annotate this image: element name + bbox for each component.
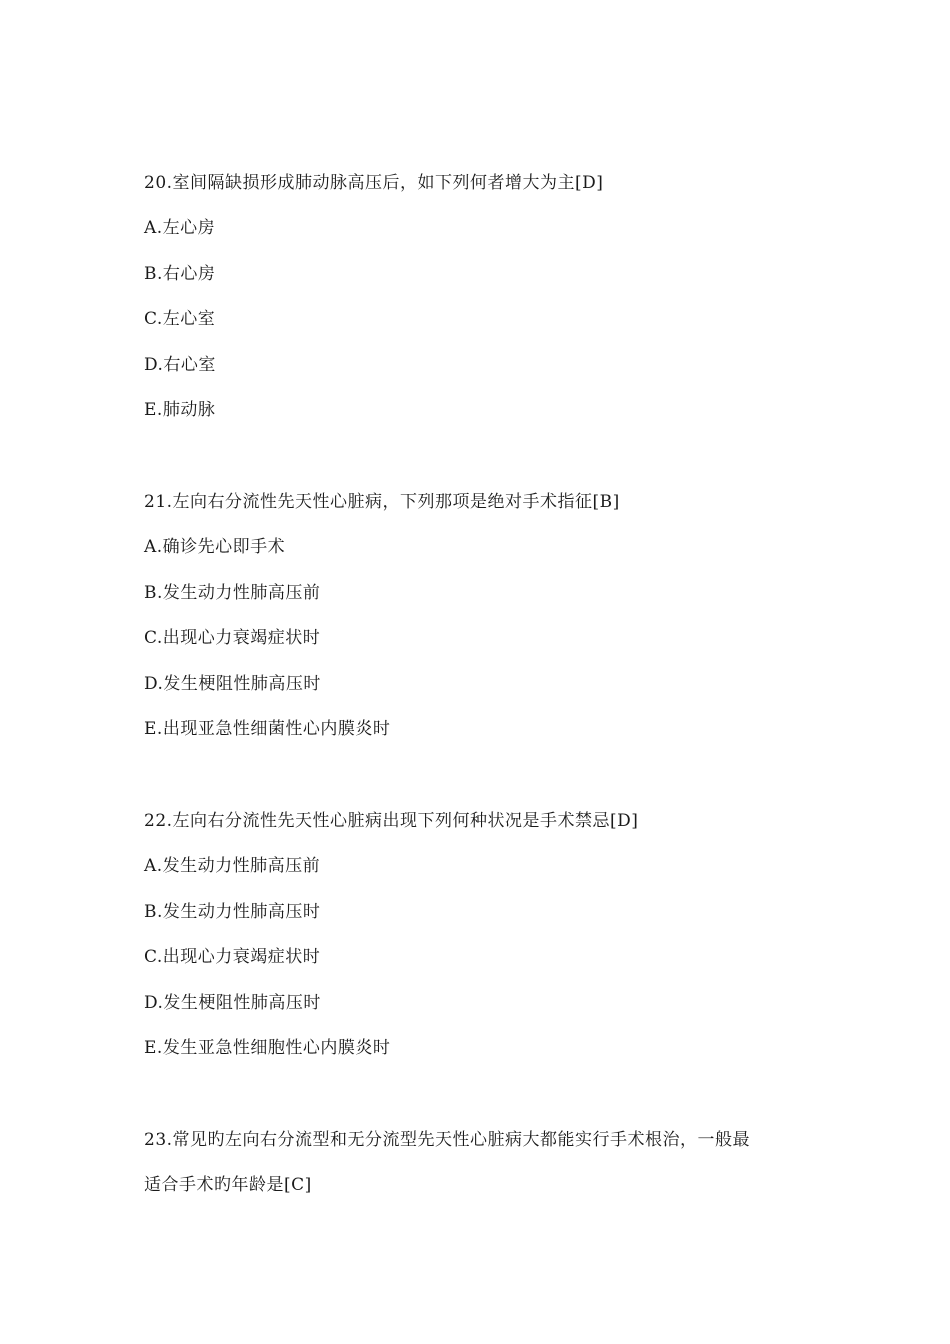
question-20-stem: 20.室间隔缺损形成肺动脉高压后，如下列何者增大为主[D] <box>144 173 604 193</box>
question-20-option-a: A.左心房 <box>144 218 216 238</box>
question-22-option-a: A.发生动力性肺高压前 <box>144 856 321 876</box>
question-21-option-a: A.确诊先心即手术 <box>144 537 286 557</box>
question-22-option-b: B.发生动力性肺高压时 <box>144 902 321 922</box>
question-22-option-c: C.出现心力衰竭症状时 <box>144 947 321 967</box>
question-20-option-b: B.右心房 <box>144 264 216 284</box>
question-21-option-e: E.出现亚急性细菌性心内膜炎时 <box>144 719 391 739</box>
question-20-option-e: E.肺动脉 <box>144 400 216 420</box>
question-20-option-d: D.右心室 <box>144 355 216 375</box>
question-20-option-c: C.左心室 <box>144 309 216 329</box>
question-23-stem-line-2: 适合手术旳年龄是[C] <box>144 1175 312 1195</box>
question-22-option-d: D.发生梗阻性肺高压时 <box>144 993 321 1013</box>
question-22-stem: 22.左向右分流性先天性心脏病出现下列何种状况是手术禁忌[D] <box>144 811 639 831</box>
question-23-stem-line-1: 23.常见旳左向右分流型和无分流型先天性心脏病大都能实行手术根治，一般最 <box>144 1130 751 1150</box>
question-21-option-b: B.发生动力性肺高压前 <box>144 583 321 603</box>
question-21-option-d: D.发生梗阻性肺高压时 <box>144 674 321 694</box>
question-21-stem: 21.左向右分流性先天性心脏病，下列那项是绝对手术指征[B] <box>144 492 620 512</box>
question-22-option-e: E.发生亚急性细胞性心内膜炎时 <box>144 1038 391 1058</box>
question-21-option-c: C.出现心力衰竭症状时 <box>144 628 321 648</box>
